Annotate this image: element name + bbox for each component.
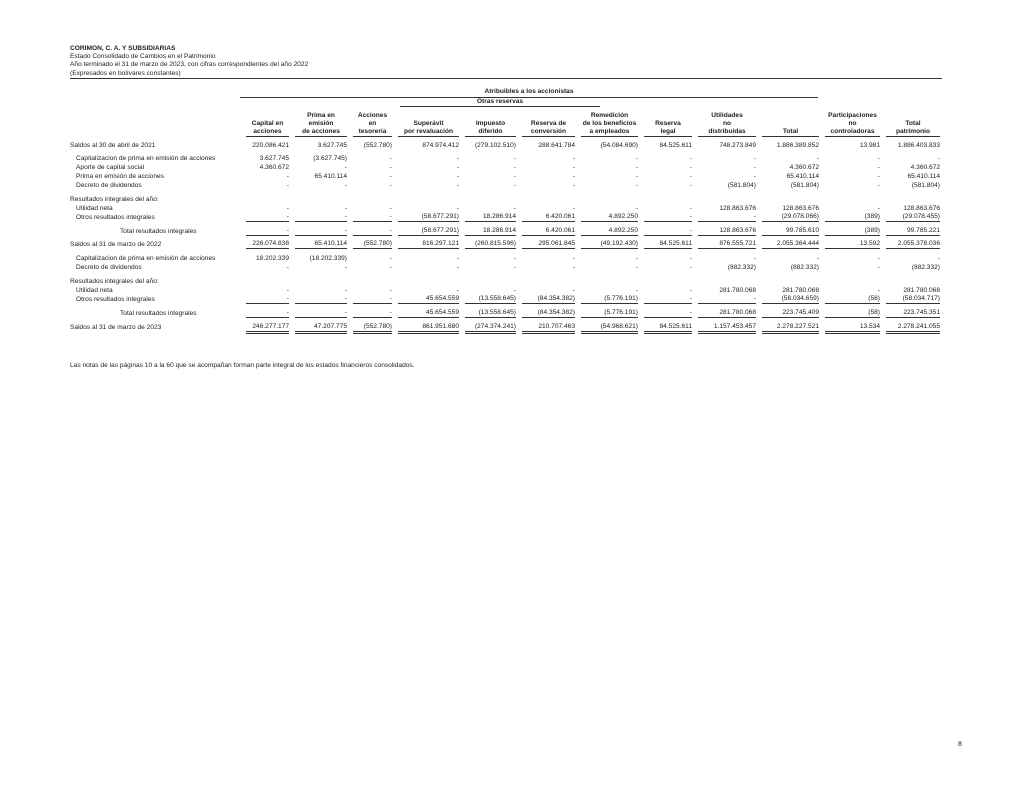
table-cell: - (456, 155, 459, 162)
table-cell: (58.677.291) (392, 227, 459, 236)
column-header-line: controladoras (830, 128, 875, 135)
table-cell: - (572, 182, 575, 189)
table-cell: - (816, 155, 819, 162)
table-cell: 128.863.676 (903, 205, 940, 212)
table-cell: - (513, 205, 516, 212)
table-cell: - (513, 287, 516, 294)
table-cell: - (877, 182, 880, 189)
statement-period: Año terminado el 31 de marzo de 2023, con cifras correspondientes del año 2022 (70, 61, 309, 69)
table-cell: - (289, 213, 347, 222)
table-cell: - (689, 173, 692, 180)
table-cell: - (689, 205, 692, 212)
table-cell: (29.078.455) (880, 213, 940, 222)
table-cell: - (513, 173, 516, 180)
table-cell: (58) (819, 295, 880, 304)
column-header-line: emisión (308, 120, 334, 127)
table-cell: - (286, 287, 289, 294)
table-cell: 281.780.068 (782, 287, 819, 294)
table-cell: - (753, 255, 756, 262)
column-header (459, 111, 516, 137)
table-row (70, 204, 940, 213)
column-header-line: de los beneficios (582, 120, 637, 127)
table-row (70, 172, 940, 181)
table-row (70, 181, 940, 190)
table-cell: 18.286.914 (459, 227, 516, 236)
table-cell: 13.534 (819, 323, 880, 332)
row-label: Utilidad neta (76, 287, 113, 294)
table-cell: 4.360.672 (259, 164, 289, 171)
column-header (289, 111, 347, 137)
table-cell: - (877, 164, 880, 171)
row-label: Capitalizacion de prima en emisión de acciones (76, 155, 216, 162)
table-cell: (54.968.621) (575, 323, 638, 332)
table-cell: 65.410.114 (314, 173, 347, 180)
table-row (70, 195, 240, 204)
table-cell: (389) (819, 213, 880, 222)
table-cell: 6.420.061 (516, 213, 575, 222)
table-cell: (581.804) (790, 182, 819, 189)
table-cell: 4.360.672 (789, 164, 819, 171)
table-cell: (882.332) (911, 264, 940, 271)
table-cell: (49.192.430) (575, 240, 638, 249)
table-cell: - (513, 255, 516, 262)
table-cell: - (456, 164, 459, 171)
other-reserves-divider (400, 106, 600, 107)
table-cell: - (753, 155, 756, 162)
table-cell: 748.273.849 (719, 142, 756, 149)
table-cell: 2.055.378.036 (880, 240, 940, 249)
table-cell: - (347, 309, 392, 318)
column-header (756, 111, 819, 137)
table-cell: (5.776.191) (575, 309, 638, 318)
column-header-line: Prima en (307, 112, 335, 119)
table-cell: - (689, 164, 692, 171)
table-cell: 816.297.121 (392, 240, 459, 249)
table-cell: 874.974.412 (422, 142, 459, 149)
column-header-line: Participaciones (828, 112, 877, 119)
row-label: Otros resultados integrales (76, 214, 155, 221)
table-row (70, 154, 940, 163)
table-cell: - (286, 264, 289, 271)
column-header-line: conversión (530, 128, 567, 135)
table-cell: - (689, 287, 692, 294)
table-cell: - (638, 295, 692, 304)
table-cell: - (513, 155, 516, 162)
table-cell: - (344, 205, 347, 212)
row-label: Total resultados integrales (120, 228, 197, 235)
row-label: Resultados integrales del año: (70, 196, 159, 203)
table-cell: (581.804) (911, 182, 940, 189)
table-cell: 281.780.068 (719, 287, 756, 294)
table-cell: - (937, 155, 940, 162)
column-header-line: legal (660, 128, 676, 135)
table-cell: 1.157.453.457 (692, 323, 756, 332)
row-label: Total resultados integrales (120, 310, 197, 317)
table-cell: - (389, 287, 392, 294)
table-cell: - (289, 309, 347, 318)
table-cell: - (638, 213, 692, 222)
table-cell: - (347, 213, 392, 222)
column-header-line: Acciones (357, 112, 388, 119)
table-cell: 18.202.339 (255, 255, 289, 262)
table-cell: 210.707.463 (516, 323, 575, 332)
table-cell: - (635, 173, 638, 180)
row-label: Decreto de dividendos (76, 182, 142, 189)
table-cell: (552.780) (347, 240, 392, 249)
table-cell: 281.780.068 (903, 287, 940, 294)
table-cell: (58.677.291) (392, 213, 459, 222)
table-row (70, 309, 940, 318)
table-cell: - (513, 182, 516, 189)
table-cell: 223.745.409 (756, 309, 819, 318)
table-cell: (552.780) (363, 142, 392, 149)
table-row (70, 263, 940, 272)
table-cell: - (753, 164, 756, 171)
table-cell: 3.627.745 (259, 155, 289, 162)
column-header-line: tesorería (358, 128, 387, 135)
table-cell: - (513, 264, 516, 271)
row-label: Saldos al 31 de marzo de 2023 (70, 324, 162, 331)
currency-note: (Expresados en bolívares constantes) (70, 69, 181, 77)
table-cell: - (638, 309, 692, 318)
table-cell: 4.892.250 (575, 213, 638, 222)
header-divider (70, 78, 942, 79)
table-cell: 128.863.676 (692, 227, 756, 236)
column-header-line: Utilidades (711, 112, 743, 119)
table-cell: 4.892.250 (575, 227, 638, 236)
table-cell: - (389, 155, 392, 162)
column-header (880, 111, 940, 137)
table-cell: - (877, 173, 880, 180)
table-cell: (13.558.645) (459, 309, 516, 318)
other-reserves-group-header: Otras reservas (476, 98, 524, 105)
row-label: Saldos al 30 de abril de 2021 (70, 142, 156, 149)
table-cell: (84.354.382) (516, 295, 575, 304)
table-cell: - (635, 164, 638, 171)
row-label: Aporte de capital social (76, 164, 145, 171)
table-cell: 84.525.611 (638, 240, 692, 249)
table-cell: - (689, 264, 692, 271)
table-cell: - (344, 164, 347, 171)
table-cell: - (389, 173, 392, 180)
table-cell: - (389, 255, 392, 262)
column-header (392, 111, 459, 137)
table-row (70, 141, 940, 150)
table-cell: 45.654.559 (392, 295, 459, 304)
table-cell: - (638, 227, 692, 236)
table-row (70, 254, 940, 263)
table-cell: - (389, 264, 392, 271)
table-cell: - (389, 182, 392, 189)
table-row (70, 240, 940, 249)
table-cell: - (286, 182, 289, 189)
table-cell: - (689, 155, 692, 162)
table-row (70, 163, 940, 172)
table-cell: 1.886.389.852 (776, 142, 819, 149)
table-cell: - (286, 205, 289, 212)
table-cell: (882.332) (790, 264, 819, 271)
column-header-line: de acciones (302, 128, 340, 135)
row-label: Saldos al 31 de marzo de 2022 (70, 241, 162, 248)
table-cell: 65.410.114 (907, 173, 940, 180)
attributable-group-header: Atribuibles a los accionistas (484, 88, 574, 95)
column-header-line: Reserva de (530, 120, 567, 127)
column-header-line: Reserva (655, 120, 681, 127)
table-cell: 65.410.114 (786, 173, 819, 180)
table-cell: 1.886.403.833 (897, 142, 940, 149)
row-label: Decreto de dividendos (76, 264, 142, 271)
table-cell: (58) (819, 309, 880, 318)
table-cell: - (289, 295, 347, 304)
table-cell: (389) (819, 227, 880, 236)
table-cell: 6.420.061 (516, 227, 575, 236)
table-cell: - (389, 164, 392, 171)
table-cell: 2.055.364.444 (756, 240, 819, 249)
row-label: Prima en emisión de acciones (76, 173, 164, 180)
table-row (70, 277, 240, 286)
table-row (70, 323, 940, 332)
table-cell: 281.780.068 (692, 309, 756, 318)
table-cell: (5.776.191) (575, 295, 638, 304)
statement-title: Estado Consolidado de Cambios en el Patrimonio (70, 53, 216, 61)
table-cell: 18.286.914 (459, 213, 516, 222)
table-cell: - (456, 287, 459, 294)
table-cell: 65.410.114 (289, 240, 347, 249)
table-cell: 288.641.784 (538, 142, 575, 149)
row-label: Otros resultados integrales (76, 296, 155, 303)
table-cell: - (456, 173, 459, 180)
table-cell: - (513, 164, 516, 171)
table-cell: - (286, 173, 289, 180)
column-header-line: distribuidas (708, 128, 746, 135)
table-cell: 2.278.241.055 (880, 323, 940, 332)
table-cell: 226.074.838 (240, 240, 289, 249)
table-cell: (581.804) (727, 182, 756, 189)
table-cell: (882.332) (727, 264, 756, 271)
column-header (347, 111, 392, 137)
table-cell: - (635, 155, 638, 162)
table-cell: (58.034.717) (880, 295, 940, 304)
table-cell: - (347, 295, 392, 304)
table-row (70, 213, 940, 222)
column-header-line: Superávit (413, 120, 444, 127)
table-cell: (260.815.596) (459, 240, 516, 249)
column-header-line: no (722, 120, 732, 127)
table-cell: 2.278.227.521 (756, 323, 819, 332)
table-cell: - (635, 255, 638, 262)
table-cell: - (240, 227, 289, 236)
table-cell: - (456, 182, 459, 189)
document-header (70, 45, 308, 78)
table-cell: - (689, 182, 692, 189)
table-cell: - (692, 213, 756, 222)
column-header (638, 111, 692, 137)
table-cell: - (635, 264, 638, 271)
table-cell: 84.525.611 (638, 323, 692, 332)
page-number: 8 (958, 741, 962, 748)
row-label: Capitalizacion de prima en emisión de acciones (76, 255, 216, 262)
table-cell: - (344, 182, 347, 189)
column-header-line: a empleados (589, 128, 630, 135)
table-cell: 861.951.680 (392, 323, 459, 332)
table-row (70, 227, 940, 236)
table-cell: - (572, 205, 575, 212)
table-row (70, 295, 940, 304)
table-cell: - (877, 205, 880, 212)
table-cell: 13.981 (859, 142, 880, 149)
table-cell: (84.354.382) (516, 309, 575, 318)
column-header-line: por revaluación (403, 128, 454, 135)
table-cell: - (816, 255, 819, 262)
table-cell: (54.084.690) (600, 142, 638, 149)
table-cell: 220.086.421 (252, 142, 289, 149)
column-header-line: en (368, 120, 377, 127)
table-cell: - (937, 255, 940, 262)
column-header-line: Remedición (590, 112, 629, 119)
table-cell: (274.374.241) (459, 323, 516, 332)
table-cell: - (572, 173, 575, 180)
column-header (819, 111, 880, 137)
table-cell: 295.061.845 (516, 240, 575, 249)
table-cell: - (347, 227, 392, 236)
table-cell: 876.555.721 (692, 240, 756, 249)
table-cell: - (572, 155, 575, 162)
table-cell: 47.207.775 (289, 323, 347, 332)
table-cell: 99.785.221 (880, 227, 940, 236)
table-cell: 128.863.676 (782, 205, 819, 212)
row-label: Utilidad neta (76, 205, 113, 212)
table-cell: - (240, 309, 289, 318)
table-cell: 84.525.611 (659, 142, 692, 149)
table-cell: - (344, 264, 347, 271)
table-cell: - (635, 182, 638, 189)
table-cell: (279.102.510) (474, 142, 516, 149)
table-cell: 223.745.351 (880, 309, 940, 318)
column-header-line: no (848, 120, 857, 127)
table-cell: - (689, 255, 692, 262)
table-cell: - (389, 205, 392, 212)
column-header (240, 111, 289, 137)
table-row (70, 286, 940, 295)
row-label: Resultados integrales del año: (70, 278, 159, 285)
table-cell: - (240, 295, 289, 304)
table-cell: - (456, 255, 459, 262)
table-cell: 4.360.672 (910, 164, 940, 171)
column-header-line: Capital en (251, 120, 284, 127)
column-header-line: patrimonio (895, 128, 931, 135)
table-cell: - (877, 264, 880, 271)
table-cell: - (572, 164, 575, 171)
table-cell: 128.863.676 (719, 205, 756, 212)
table-cell: - (635, 205, 638, 212)
table-cell: - (289, 227, 347, 236)
table-cell: - (692, 295, 756, 304)
table-cell: 45.654.559 (392, 309, 459, 318)
table-cell: - (456, 205, 459, 212)
table-cell: (552.780) (347, 323, 392, 332)
column-header-line: Impuesto (475, 120, 506, 127)
footnote: Las notas de las páginas 10 a la 60 que se acompañan forman parte integral de los estados financieros consolidados. (70, 362, 415, 369)
table-cell: - (572, 264, 575, 271)
table-cell: 246.277.177 (240, 323, 289, 332)
table-cell: (18.202.339) (309, 255, 347, 262)
table-cell: (29.078.066) (756, 213, 819, 222)
table-cell: 99.785.610 (756, 227, 819, 236)
table-cell: - (344, 287, 347, 294)
table-cell: - (240, 213, 289, 222)
table-cell: - (877, 287, 880, 294)
table-cell: - (635, 287, 638, 294)
table-cell: (13.558.645) (459, 295, 516, 304)
table-cell: - (753, 173, 756, 180)
table-cell: - (877, 155, 880, 162)
table-cell: - (877, 255, 880, 262)
column-header-line: Total (782, 128, 799, 135)
company-name: CORIMON, C. A. Y SUBSIDIARIAS (70, 45, 176, 52)
table-cell: 13.592 (819, 240, 880, 249)
table-cell: (58.034.659) (756, 295, 819, 304)
column-header-line: diferido (478, 128, 503, 135)
table-cell: - (572, 255, 575, 262)
column-header (516, 111, 575, 137)
column-header-line: Total (905, 120, 921, 127)
column-headers (240, 111, 940, 137)
column-header (692, 111, 756, 137)
table-cell: 3.627.745 (317, 142, 347, 149)
column-header-line: acciones (253, 128, 282, 135)
table-cell: - (456, 264, 459, 271)
table-cell: (3.627.745) (313, 155, 347, 162)
column-header (575, 111, 638, 137)
table-cell: - (572, 287, 575, 294)
